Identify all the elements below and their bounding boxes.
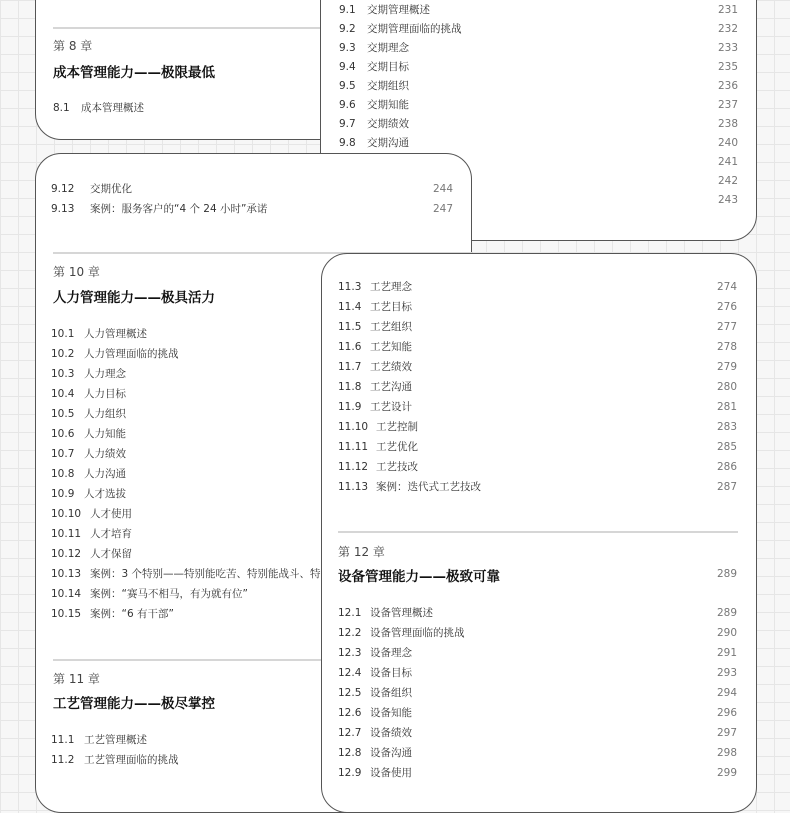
toc-item[interactable] — [338, 746, 412, 760]
section-title: 设备理念 — [370, 647, 412, 659]
section-title: 交期管理面临的挑战 — [367, 23, 462, 35]
page-number: 287 — [716, 481, 737, 493]
page-number: 291 — [716, 647, 737, 659]
section-number: 11.12 — [338, 461, 369, 473]
page-number: 237 — [717, 99, 738, 111]
section-number: 9.4 — [339, 61, 356, 73]
toc-item[interactable] — [338, 280, 412, 294]
toc-item[interactable] — [51, 427, 126, 441]
section-title: 工艺管理概述 — [84, 734, 147, 746]
page-number: 278 — [716, 341, 737, 353]
section-title: 设备沟通 — [370, 747, 412, 759]
toc-item[interactable] — [338, 320, 412, 334]
toc-item[interactable] — [338, 646, 412, 660]
section-title: 交期绩效 — [367, 118, 409, 130]
section-number: 12.4 — [338, 667, 362, 679]
section-number: 12.3 — [338, 647, 362, 659]
toc-item[interactable] — [338, 726, 412, 740]
section-title: 交期知能 — [367, 99, 409, 111]
section-number: 11.8 — [338, 381, 362, 393]
toc-item[interactable] — [51, 327, 147, 341]
chapter-label: 第 11 章 — [53, 672, 100, 686]
section-number: 10.4 — [51, 388, 75, 400]
page-number: 281 — [716, 401, 737, 413]
page-number: 277 — [716, 321, 737, 333]
section-number: 10.7 — [51, 448, 75, 460]
section-number: 9.2 — [339, 23, 356, 35]
toc-item[interactable] — [338, 300, 412, 314]
chapter-title: 工艺管理能力——极尽掌控 — [53, 696, 215, 712]
page-number: 238 — [717, 118, 738, 130]
toc-item[interactable] — [339, 60, 409, 74]
toc-item[interactable] — [339, 79, 409, 93]
section-title: 设备知能 — [370, 707, 412, 719]
section-number: 12.2 — [338, 627, 362, 639]
chapter-label: 第 12 章 — [338, 545, 385, 559]
toc-item[interactable] — [338, 686, 412, 700]
section-number: 10.12 — [51, 548, 82, 560]
toc-item[interactable] — [339, 98, 409, 112]
toc-item[interactable] — [51, 487, 126, 501]
section-number: 10.13 — [51, 568, 82, 580]
section-number: 9.7 — [339, 118, 356, 130]
page-number: 286 — [716, 461, 737, 473]
divider — [53, 27, 353, 29]
toc-item[interactable] — [51, 347, 179, 361]
page-number: 293 — [716, 667, 737, 679]
page-number: 241 — [717, 156, 738, 168]
section-title: 设备使用 — [370, 767, 412, 779]
toc-item[interactable] — [338, 360, 412, 374]
section-number: 9.6 — [339, 99, 356, 111]
toc-item[interactable] — [51, 527, 132, 541]
section-title: 案例：服务客户的“4 个 24 小时”承诺 — [90, 203, 268, 215]
page-number: 298 — [716, 747, 737, 759]
section-title: 案例：“6 有干部” — [90, 608, 174, 620]
section-number: 10.3 — [51, 368, 75, 380]
section-title: 工艺优化 — [376, 441, 418, 453]
page-number: 242 — [717, 175, 738, 187]
page-number: 244 — [432, 183, 453, 195]
toc-item[interactable] — [339, 41, 409, 55]
section-title: 工艺技改 — [376, 461, 418, 473]
section-title: 交期优化 — [90, 183, 132, 195]
section-title: 设备绩效 — [370, 727, 412, 739]
section-number: 9.8 — [339, 137, 356, 149]
section-title: 人才选拔 — [84, 488, 126, 500]
toc-item[interactable] — [339, 117, 409, 131]
section-title: 人才培育 — [90, 528, 132, 540]
section-title: 案例：迭代式工艺技改 — [376, 481, 481, 493]
section-number: 9.12 — [51, 183, 75, 195]
section-number: 10.2 — [51, 348, 75, 360]
page-number: 247 — [432, 203, 453, 215]
section-title: 案例：“赛马不相马，有为就有位” — [90, 588, 248, 600]
section-title: 设备管理面临的挑战 — [370, 627, 465, 639]
section-title: 交期组织 — [367, 80, 409, 92]
section-title: 设备组织 — [370, 687, 412, 699]
page-number: 289 — [716, 568, 737, 580]
page-number: 283 — [716, 421, 737, 433]
toc-item[interactable] — [51, 202, 267, 216]
section-title: 设备管理概述 — [370, 607, 433, 619]
toc-card-chapter-11-12 — [321, 253, 757, 813]
page-number: 276 — [716, 301, 737, 313]
page-number: 290 — [716, 627, 737, 639]
toc-item[interactable] — [51, 753, 179, 767]
page-number: 235 — [717, 61, 738, 73]
chapter-title: 人力管理能力——极具活力 — [53, 290, 215, 306]
section-number: 10.9 — [51, 488, 75, 500]
section-title: 工艺设计 — [370, 401, 412, 413]
toc-item[interactable] — [51, 547, 132, 561]
toc-item[interactable] — [51, 607, 174, 621]
section-number: 12.6 — [338, 707, 362, 719]
section-number: 9.5 — [339, 80, 356, 92]
chapter-label: 第 10 章 — [53, 265, 100, 279]
section-title: 人力组织 — [84, 408, 126, 420]
chapter-label: 第 8 章 — [53, 39, 93, 53]
section-number: 12.1 — [338, 607, 362, 619]
toc-item[interactable] — [339, 136, 409, 150]
section-number: 11.9 — [338, 401, 362, 413]
section-title: 人力知能 — [84, 428, 126, 440]
page-number: 233 — [717, 42, 738, 54]
section-number: 9.3 — [339, 42, 356, 54]
section-title: 人力管理面临的挑战 — [84, 348, 179, 360]
section-number: 9.13 — [51, 203, 75, 215]
toc-item[interactable] — [51, 733, 147, 747]
section-title: 人力理念 — [84, 368, 126, 380]
section-number: 10.5 — [51, 408, 75, 420]
section-number: 8.1 — [53, 102, 70, 114]
toc-item[interactable] — [338, 626, 465, 640]
page-number: 280 — [716, 381, 737, 393]
section-title: 工艺理念 — [370, 281, 412, 293]
toc-item[interactable] — [338, 666, 412, 680]
section-title: 工艺绩效 — [370, 361, 412, 373]
toc-item[interactable] — [338, 460, 418, 474]
section-number: 12.8 — [338, 747, 362, 759]
toc-item[interactable] — [338, 480, 481, 494]
page-number: 285 — [716, 441, 737, 453]
section-number: 11.11 — [338, 441, 369, 453]
toc-item[interactable] — [51, 407, 126, 421]
toc-item[interactable] — [338, 420, 418, 434]
section-title: 人力管理概述 — [84, 328, 147, 340]
page-number: 297 — [716, 727, 737, 739]
section-number: 11.7 — [338, 361, 362, 373]
section-title: 工艺知能 — [370, 341, 412, 353]
toc-item[interactable] — [53, 101, 144, 115]
section-title: 人力绩效 — [84, 448, 126, 460]
section-number: 10.1 — [51, 328, 75, 340]
section-number: 11.3 — [338, 281, 362, 293]
section-title: 设备目标 — [370, 667, 412, 679]
page-number: 232 — [717, 23, 738, 35]
toc-item[interactable] — [339, 3, 430, 17]
section-number: 11.4 — [338, 301, 362, 313]
section-title: 交期管理概述 — [367, 4, 430, 16]
section-number: 10.8 — [51, 468, 75, 480]
toc-item[interactable] — [338, 440, 418, 454]
section-title: 成本管理概述 — [81, 102, 144, 114]
page-number: 274 — [716, 281, 737, 293]
toc-item[interactable] — [51, 587, 248, 601]
toc-item[interactable] — [51, 507, 132, 521]
toc-item[interactable] — [338, 340, 412, 354]
toc-item[interactable] — [51, 567, 321, 581]
section-title: 人才使用 — [90, 508, 132, 520]
chapter-title: 成本管理能力——极限最低 — [53, 65, 215, 81]
section-number: 11.5 — [338, 321, 362, 333]
page-number: 243 — [717, 194, 738, 206]
section-number: 11.1 — [51, 734, 75, 746]
section-number: 12.5 — [338, 687, 362, 699]
toc-item[interactable] — [338, 380, 412, 394]
toc-item[interactable] — [338, 766, 412, 780]
divider — [338, 531, 738, 533]
section-number: 10.6 — [51, 428, 75, 440]
section-number: 11.13 — [338, 481, 369, 493]
section-title: 工艺管理面临的挑战 — [84, 754, 179, 766]
toc-item[interactable] — [51, 367, 126, 381]
section-number: 11.2 — [51, 754, 75, 766]
section-number: 12.7 — [338, 727, 362, 739]
page-number: 296 — [716, 707, 737, 719]
toc-item[interactable] — [51, 387, 126, 401]
page-number: 299 — [716, 767, 737, 779]
section-number: 12.9 — [338, 767, 362, 779]
page-number: 294 — [716, 687, 737, 699]
page-number: 240 — [717, 137, 738, 149]
toc-item[interactable] — [339, 22, 462, 36]
section-title: 人力目标 — [84, 388, 126, 400]
toc-item[interactable] — [51, 182, 132, 196]
chapter-title: 设备管理能力——极致可靠 — [338, 569, 500, 585]
page-number: 231 — [717, 4, 738, 16]
toc-item[interactable] — [51, 467, 126, 481]
section-number: 10.10 — [51, 508, 82, 520]
section-title: 工艺目标 — [370, 301, 412, 313]
section-title: 交期目标 — [367, 61, 409, 73]
section-number: 11.6 — [338, 341, 362, 353]
section-title: 人力沟通 — [84, 468, 126, 480]
section-title: 工艺组织 — [370, 321, 412, 333]
page-number: 289 — [716, 607, 737, 619]
section-title: 交期沟通 — [367, 137, 409, 149]
section-number: 11.10 — [338, 421, 369, 433]
section-number: 9.1 — [339, 4, 356, 16]
section-number: 10.11 — [51, 528, 82, 540]
section-number: 10.14 — [51, 588, 82, 600]
section-number: 10.15 — [51, 608, 82, 620]
toc-item[interactable] — [51, 447, 126, 461]
section-title: 工艺沟通 — [370, 381, 412, 393]
toc-item[interactable] — [338, 706, 412, 720]
section-title: 人才保留 — [90, 548, 132, 560]
section-title: 工艺控制 — [376, 421, 418, 433]
section-title: 案例：3 个特别——特别能吃苦、特别能战斗、特 — [90, 568, 321, 580]
toc-item[interactable] — [338, 606, 433, 620]
toc-item[interactable] — [338, 400, 412, 414]
page-number: 236 — [717, 80, 738, 92]
page-number: 279 — [716, 361, 737, 373]
section-title: 交期理念 — [367, 42, 409, 54]
